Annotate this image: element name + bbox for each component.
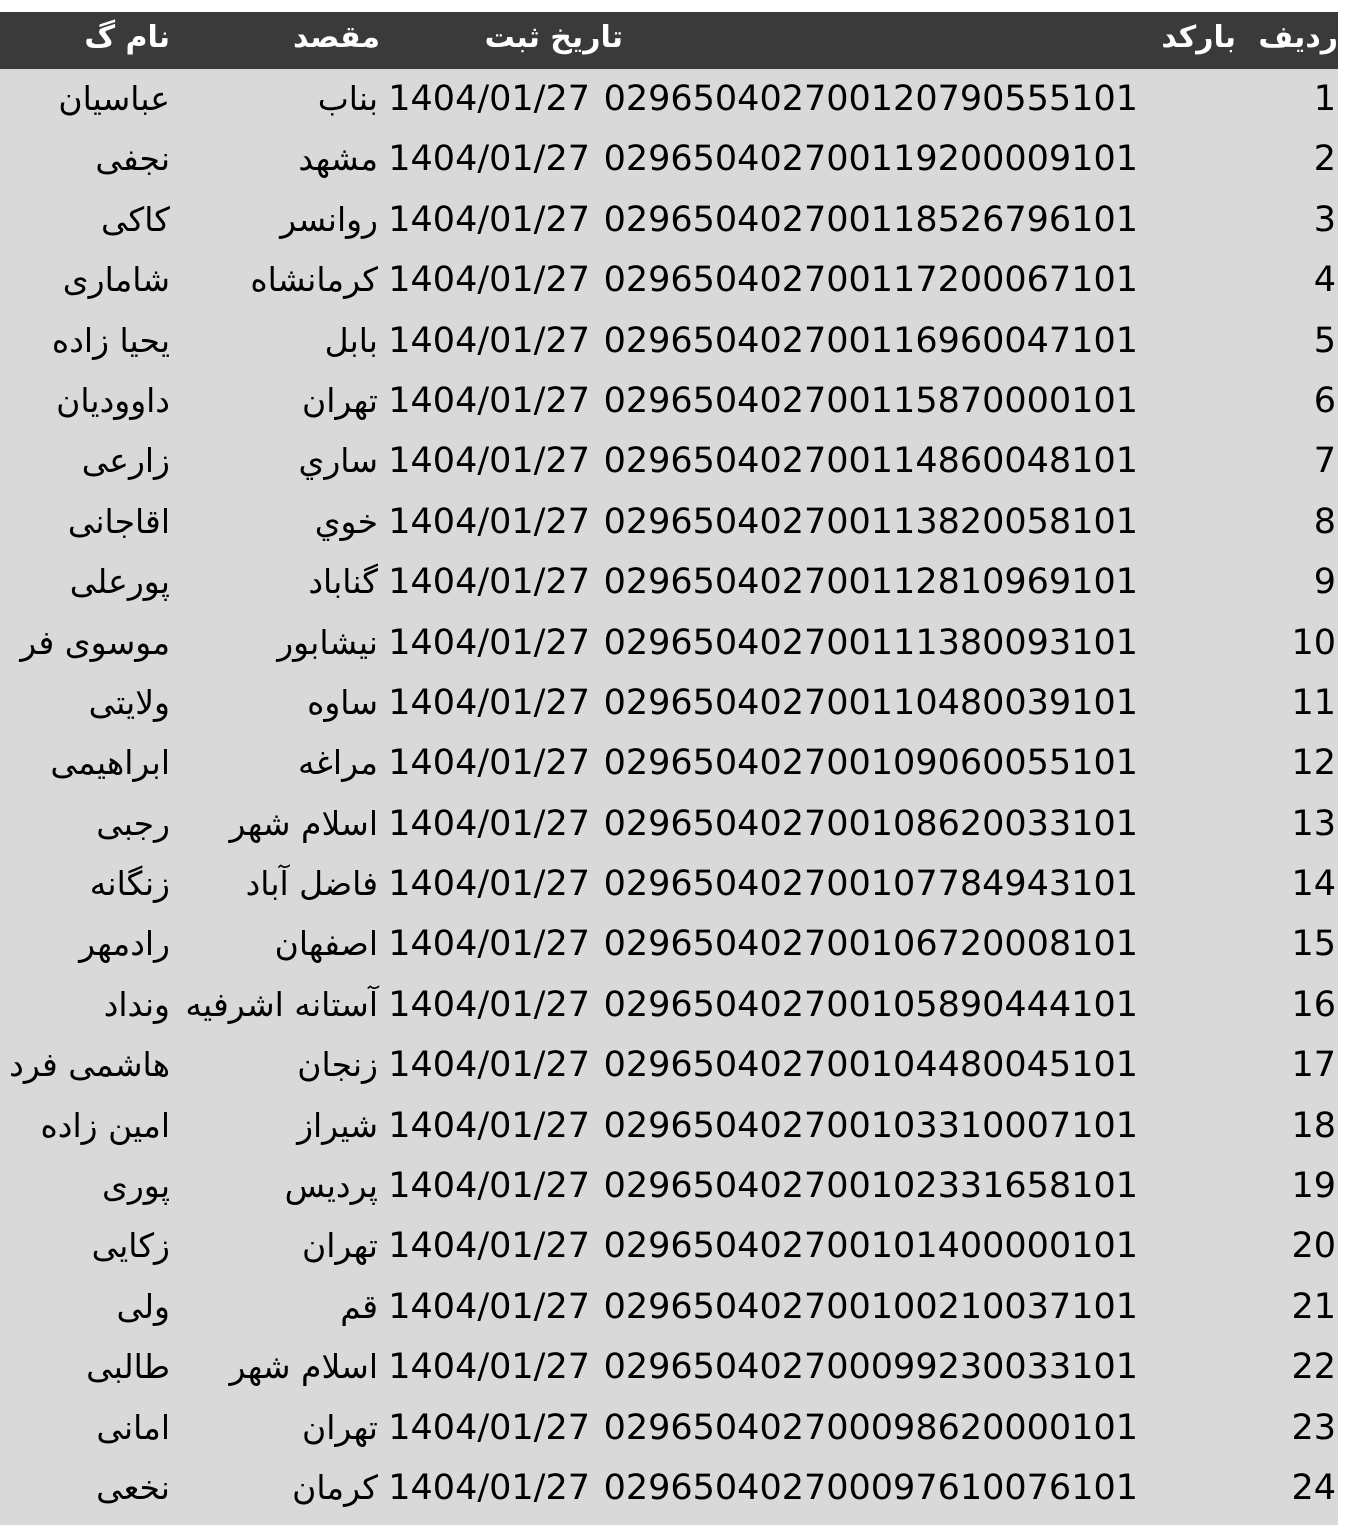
- barcode-cell[interactable]: 029650402700110480039101: [603, 682, 1138, 723]
- date-cell[interactable]: 1404/01/27: [388, 441, 590, 482]
- date-cell[interactable]: 1404/01/27: [388, 1166, 590, 1207]
- name-cell[interactable]: رجبی: [96, 803, 170, 843]
- name-cell[interactable]: عباسیان: [58, 79, 170, 118]
- row-number-cell[interactable]: 4: [1313, 260, 1336, 301]
- date-cell[interactable]: 1404/01/27: [388, 380, 590, 421]
- date-cell[interactable]: 1404/01/27: [388, 743, 590, 784]
- table-row[interactable]: [0, 1096, 1338, 1156]
- date-cell[interactable]: 1404/01/27: [388, 803, 590, 844]
- spreadsheet-table: [0, 12, 1338, 1525]
- name-cell[interactable]: ونداد: [103, 984, 170, 1024]
- table-body: [0, 69, 1338, 1518]
- table-row[interactable]: [0, 673, 1338, 733]
- table-row[interactable]: [0, 733, 1338, 793]
- name-cell[interactable]: زنگانه: [89, 864, 170, 904]
- date-cell[interactable]: 1404/01/27: [388, 260, 590, 301]
- barcode-cell[interactable]: 029650402700112810969101: [603, 562, 1138, 603]
- barcode-cell[interactable]: 029650402700104480045101: [603, 1045, 1138, 1086]
- destination-cell[interactable]: فاضل آباد: [245, 864, 378, 904]
- name-cell[interactable]: ابراهیمی: [50, 743, 170, 783]
- date-cell[interactable]: 1404/01/27: [388, 1286, 590, 1327]
- table-row[interactable]: [0, 129, 1338, 189]
- row-number-cell[interactable]: 3: [1313, 199, 1336, 240]
- barcode-cell[interactable]: 029650402700105890444101: [603, 984, 1138, 1025]
- row-number-cell[interactable]: 7: [1313, 441, 1336, 482]
- destination-cell[interactable]: پردیس: [284, 1166, 378, 1206]
- row-number-cell[interactable]: 20: [1291, 1226, 1336, 1267]
- barcode-cell[interactable]: 029650402700099230033101: [603, 1347, 1138, 1388]
- header-barcode[interactable]: بارکد: [1161, 20, 1236, 55]
- destination-cell[interactable]: روانسر: [280, 199, 378, 239]
- destination-cell[interactable]: نیشابور: [277, 622, 378, 662]
- date-cell[interactable]: 1404/01/27: [388, 1045, 590, 1086]
- header-name[interactable]: نام گ: [84, 20, 170, 55]
- barcode-cell[interactable]: 029650402700114860048101: [603, 441, 1138, 482]
- date-cell[interactable]: 1404/01/27: [388, 984, 590, 1025]
- table-row[interactable]: [0, 69, 1338, 129]
- table-row[interactable]: [0, 975, 1338, 1035]
- barcode-cell[interactable]: 029650402700116960047101: [603, 320, 1138, 361]
- barcode-cell[interactable]: 029650402700109060055101: [603, 743, 1138, 784]
- name-cell[interactable]: ولایتی: [88, 682, 170, 722]
- date-cell[interactable]: 1404/01/27: [388, 1467, 590, 1508]
- table-row[interactable]: [0, 1398, 1338, 1458]
- row-number-cell[interactable]: 16: [1291, 984, 1336, 1025]
- row-number-cell[interactable]: 9: [1313, 562, 1336, 603]
- date-cell[interactable]: 1404/01/27: [388, 199, 590, 240]
- name-cell[interactable]: رادمهر: [79, 924, 170, 964]
- table-row[interactable]: [0, 492, 1338, 552]
- table-row[interactable]: [0, 1156, 1338, 1216]
- name-cell[interactable]: نخعی: [96, 1467, 170, 1507]
- row-number-cell[interactable]: 11: [1291, 682, 1336, 723]
- date-cell[interactable]: 1404/01/27: [388, 320, 590, 361]
- table-row[interactable]: [0, 250, 1338, 310]
- row-number-cell[interactable]: 2: [1313, 139, 1336, 180]
- table-row[interactable]: [0, 914, 1338, 974]
- name-cell[interactable]: یحیا زاده: [51, 320, 170, 360]
- barcode-cell[interactable]: 029650402700115870000101: [603, 380, 1138, 421]
- barcode-cell[interactable]: 029650402700118526796101: [603, 199, 1138, 240]
- destination-cell[interactable]: کرمانشاه: [250, 260, 378, 300]
- table-row[interactable]: [0, 1216, 1338, 1276]
- date-cell[interactable]: 1404/01/27: [388, 1226, 590, 1267]
- date-cell[interactable]: 1404/01/27: [388, 864, 590, 905]
- destination-cell[interactable]: کرمان: [292, 1467, 378, 1507]
- destination-cell[interactable]: آستانه اشرفیه: [185, 984, 378, 1024]
- barcode-cell[interactable]: 029650402700097610076101: [603, 1467, 1138, 1508]
- destination-cell[interactable]: زنجان: [297, 1045, 378, 1085]
- date-cell[interactable]: 1404/01/27: [388, 622, 590, 663]
- destination-cell[interactable]: گناباد: [308, 562, 378, 602]
- row-number-cell[interactable]: 14: [1291, 864, 1336, 905]
- barcode-cell[interactable]: 029650402700101400000101: [603, 1226, 1138, 1267]
- barcode-cell[interactable]: 029650402700113820058101: [603, 501, 1138, 542]
- header-registration-date[interactable]: تاریخ ثبت: [484, 20, 623, 55]
- name-cell[interactable]: امین زاده: [40, 1105, 170, 1145]
- name-cell[interactable]: امانی: [96, 1407, 170, 1447]
- row-number-cell[interactable]: 19: [1291, 1166, 1336, 1207]
- barcode-cell[interactable]: 029650402700120790555101: [603, 79, 1138, 119]
- name-cell[interactable]: هاشمی فرد: [9, 1045, 170, 1085]
- table-row[interactable]: [0, 613, 1338, 673]
- name-cell[interactable]: نجفی: [95, 139, 170, 179]
- destination-cell[interactable]: اسلام شهر: [229, 1347, 378, 1387]
- date-cell[interactable]: 1404/01/27: [388, 501, 590, 542]
- name-cell[interactable]: شاماری: [62, 260, 170, 300]
- table-row[interactable]: [0, 854, 1338, 914]
- row-number-cell[interactable]: 24: [1291, 1467, 1336, 1508]
- destination-cell[interactable]: بابل: [324, 320, 378, 360]
- row-number-cell[interactable]: 18: [1291, 1105, 1336, 1146]
- table-row[interactable]: [0, 1277, 1338, 1337]
- destination-cell[interactable]: ساري: [298, 441, 378, 481]
- table-row[interactable]: [0, 1337, 1338, 1397]
- barcode-cell[interactable]: 029650402700102331658101: [603, 1166, 1138, 1207]
- name-cell[interactable]: کاکی: [101, 199, 170, 239]
- destination-cell[interactable]: تهران: [301, 380, 378, 420]
- date-cell[interactable]: 1404/01/27: [388, 562, 590, 603]
- table-row[interactable]: [0, 1458, 1338, 1518]
- barcode-cell[interactable]: 029650402700100210037101: [603, 1286, 1138, 1327]
- row-number-cell[interactable]: 12: [1291, 743, 1336, 784]
- name-cell[interactable]: پورعلی: [69, 562, 170, 602]
- header-row-number[interactable]: ردیف: [1258, 20, 1338, 55]
- name-cell[interactable]: ولی: [116, 1286, 170, 1326]
- table-row[interactable]: [0, 190, 1338, 250]
- barcode-cell[interactable]: 029650402700098620000101: [603, 1407, 1138, 1448]
- barcode-cell[interactable]: 029650402700106720008101: [603, 924, 1138, 965]
- destination-cell[interactable]: خوي: [314, 501, 378, 541]
- barcode-cell[interactable]: 029650402700117200067101: [603, 260, 1138, 301]
- date-cell[interactable]: 1404/01/27: [388, 1347, 590, 1388]
- name-cell[interactable]: داوودیان: [56, 380, 170, 420]
- name-cell[interactable]: موسوی فر: [20, 622, 170, 662]
- table-row[interactable]: [0, 431, 1338, 491]
- destination-cell[interactable]: اسلام شهر: [229, 803, 378, 843]
- destination-cell[interactable]: ساوه: [307, 682, 378, 722]
- name-cell[interactable]: زارعی: [81, 441, 170, 481]
- table-row[interactable]: [0, 794, 1338, 854]
- table-row[interactable]: [0, 552, 1338, 612]
- destination-cell[interactable]: قم: [340, 1286, 378, 1326]
- destination-cell[interactable]: تهران: [301, 1226, 378, 1266]
- row-number-cell[interactable]: 5: [1313, 320, 1336, 361]
- row-number-cell[interactable]: 23: [1291, 1407, 1336, 1448]
- row-number-cell[interactable]: 8: [1313, 501, 1336, 542]
- barcode-cell[interactable]: 029650402700103310007101: [603, 1105, 1138, 1146]
- row-number-cell[interactable]: 1: [1313, 79, 1336, 119]
- destination-cell[interactable]: مراغه: [297, 743, 378, 783]
- date-cell[interactable]: 1404/01/27: [388, 1105, 590, 1146]
- barcode-cell[interactable]: 029650402700119200009101: [603, 139, 1138, 180]
- table-row[interactable]: [0, 371, 1338, 431]
- destination-cell[interactable]: بناب: [317, 79, 378, 118]
- date-cell[interactable]: 1404/01/27: [388, 139, 590, 180]
- barcode-cell[interactable]: 029650402700107784943101: [603, 864, 1138, 905]
- barcode-cell[interactable]: 029650402700111380093101: [603, 622, 1138, 663]
- destination-cell[interactable]: مشهد: [298, 139, 378, 179]
- table-row[interactable]: [0, 1035, 1338, 1095]
- name-cell[interactable]: زکایی: [91, 1226, 170, 1266]
- table-header: [0, 12, 1338, 69]
- date-cell[interactable]: 1404/01/27: [388, 79, 590, 119]
- destination-cell[interactable]: تهران: [301, 1407, 378, 1447]
- date-cell[interactable]: 1404/01/27: [388, 1407, 590, 1448]
- row-number-cell[interactable]: 10: [1291, 622, 1336, 663]
- row-number-cell[interactable]: 21: [1291, 1286, 1336, 1327]
- destination-cell[interactable]: اصفهان: [274, 924, 378, 964]
- row-number-cell[interactable]: 17: [1291, 1045, 1336, 1086]
- destination-cell[interactable]: شیراز: [297, 1105, 378, 1145]
- name-cell[interactable]: طالبی: [86, 1347, 170, 1387]
- table-row[interactable]: [0, 311, 1338, 371]
- name-cell[interactable]: پوری: [102, 1166, 170, 1206]
- header-destination[interactable]: مقصد: [292, 20, 380, 55]
- row-number-cell[interactable]: 15: [1291, 924, 1336, 965]
- date-cell[interactable]: 1404/01/27: [388, 924, 590, 965]
- date-cell[interactable]: 1404/01/27: [388, 682, 590, 723]
- row-number-cell[interactable]: 22: [1291, 1347, 1336, 1388]
- name-cell[interactable]: اقاجانی: [67, 501, 170, 541]
- row-number-cell[interactable]: 13: [1291, 803, 1336, 844]
- row-number-cell[interactable]: 6: [1313, 380, 1336, 421]
- barcode-cell[interactable]: 029650402700108620033101: [603, 803, 1138, 844]
